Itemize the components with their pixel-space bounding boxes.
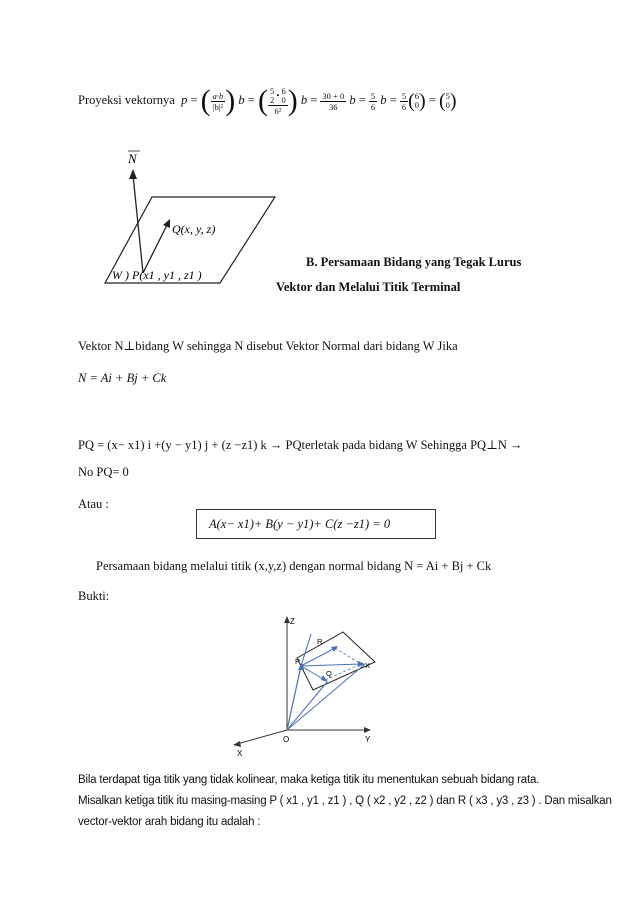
normal-vector-line bbox=[133, 175, 143, 273]
vector-result: 5 0 bbox=[445, 91, 450, 110]
point-r-label: R bbox=[317, 637, 323, 646]
body-line-normal-vector: Vektor N⊥bidang W sehingga N disebut Vektor Normal dari bidang W Jika bbox=[78, 339, 458, 353]
fraction-30-over-36: $\frac{30 + 0}{36}$ bbox=[322, 90, 345, 112]
normal-label: N bbox=[128, 151, 137, 166]
body-line-pq: PQ = (x− x1) i +(y − y1) j + (z −z1) k → PQterletak pada bidang W Sehingga PQ⊥N → bbox=[78, 438, 523, 452]
boxed-equation bbox=[196, 509, 436, 539]
z-axis-label: Z bbox=[290, 617, 295, 626]
footer-line2: Misalkan ketiga titik itu masing-masing P ( x1 , y1 , z1 ) , Q ( x2 , y2 , z2 ) dan R ( x3 , y3 , z3 ) . Dan misalkan bbox=[78, 795, 612, 807]
figure-3d-axes bbox=[225, 610, 395, 760]
vector-6-0: 6 0 bbox=[414, 91, 419, 110]
vector-p: p bbox=[181, 92, 188, 107]
footer-line3: vector-vektor arah bidang itu adalah : bbox=[78, 816, 261, 828]
w-p-label: W ) P(x1 , y1 , z1 ) bbox=[112, 268, 202, 282]
normal-arrowhead bbox=[129, 169, 137, 179]
pq-vector-line bbox=[143, 223, 168, 273]
fraction-5-6-b: $\frac{5}{6}$ bbox=[401, 90, 407, 112]
dashed-rx bbox=[335, 648, 361, 664]
footer-line1: Bila terdapat tiga titik yang tidak kolinear, maka ketiga titik itu menentukan sebuah bidang rata. bbox=[78, 774, 540, 786]
point-p-label: P bbox=[295, 657, 301, 666]
origin-label: O bbox=[283, 735, 290, 744]
projection-label: Proyeksi vektornya bbox=[78, 92, 175, 107]
section-heading-line2: Vektor dan Melalui Titik Terminal bbox=[276, 280, 461, 294]
body-line-plane-equation: Persamaan bidang melalui titik (x,y,z) dengan normal bidang N = Ai + Bj + Ck bbox=[96, 559, 492, 573]
x-axis bbox=[237, 730, 290, 744]
x-axis-label: X bbox=[237, 749, 243, 758]
fraction-dot-over-norm: $\frac{a\cdot b}{\text{|b|²}}$ bbox=[212, 90, 224, 112]
vector-oq bbox=[287, 682, 327, 730]
figure-plane-normal bbox=[100, 145, 280, 295]
y-axis-label: Y bbox=[365, 735, 371, 744]
vector-px bbox=[301, 664, 361, 666]
q-label: Q(x, y, z) bbox=[172, 222, 216, 236]
section-heading-line1: B. Persamaan Bidang yang Tegak Lurus bbox=[306, 255, 522, 269]
body-line-dot-zero: No PQ= 0 bbox=[78, 465, 129, 479]
body-line-normal-equation: N = Ai + Bj + Ck bbox=[78, 371, 167, 385]
fraction-5-6-a: $\frac{5}{6}$ bbox=[370, 90, 376, 112]
point-x-label: X bbox=[365, 661, 371, 670]
boxed-equation-text: A(x− x1)+ B(y − y1)+ C(z −z1) = 0 bbox=[209, 517, 391, 531]
body-line-bukti: Bukti: bbox=[78, 589, 110, 603]
point-q-label: Q bbox=[326, 669, 332, 678]
fraction-dot-product: 5 2 • 6 0 6² bbox=[269, 85, 286, 116]
projection-equation: Proyeksi vektornya p = ( $\frac{a\cdot b}{\text{|b|²}}$ ) b = ( 5 2 • 6 0 6² ) b = $\frac{30 + 0}{36}$ b = $\frac{5}{6}$ b = $\frac{5}{6}$ ( 6 0 ) = ( 5 0 ) bbox=[78, 84, 457, 117]
body-line-atau: Atau : bbox=[78, 497, 109, 511]
